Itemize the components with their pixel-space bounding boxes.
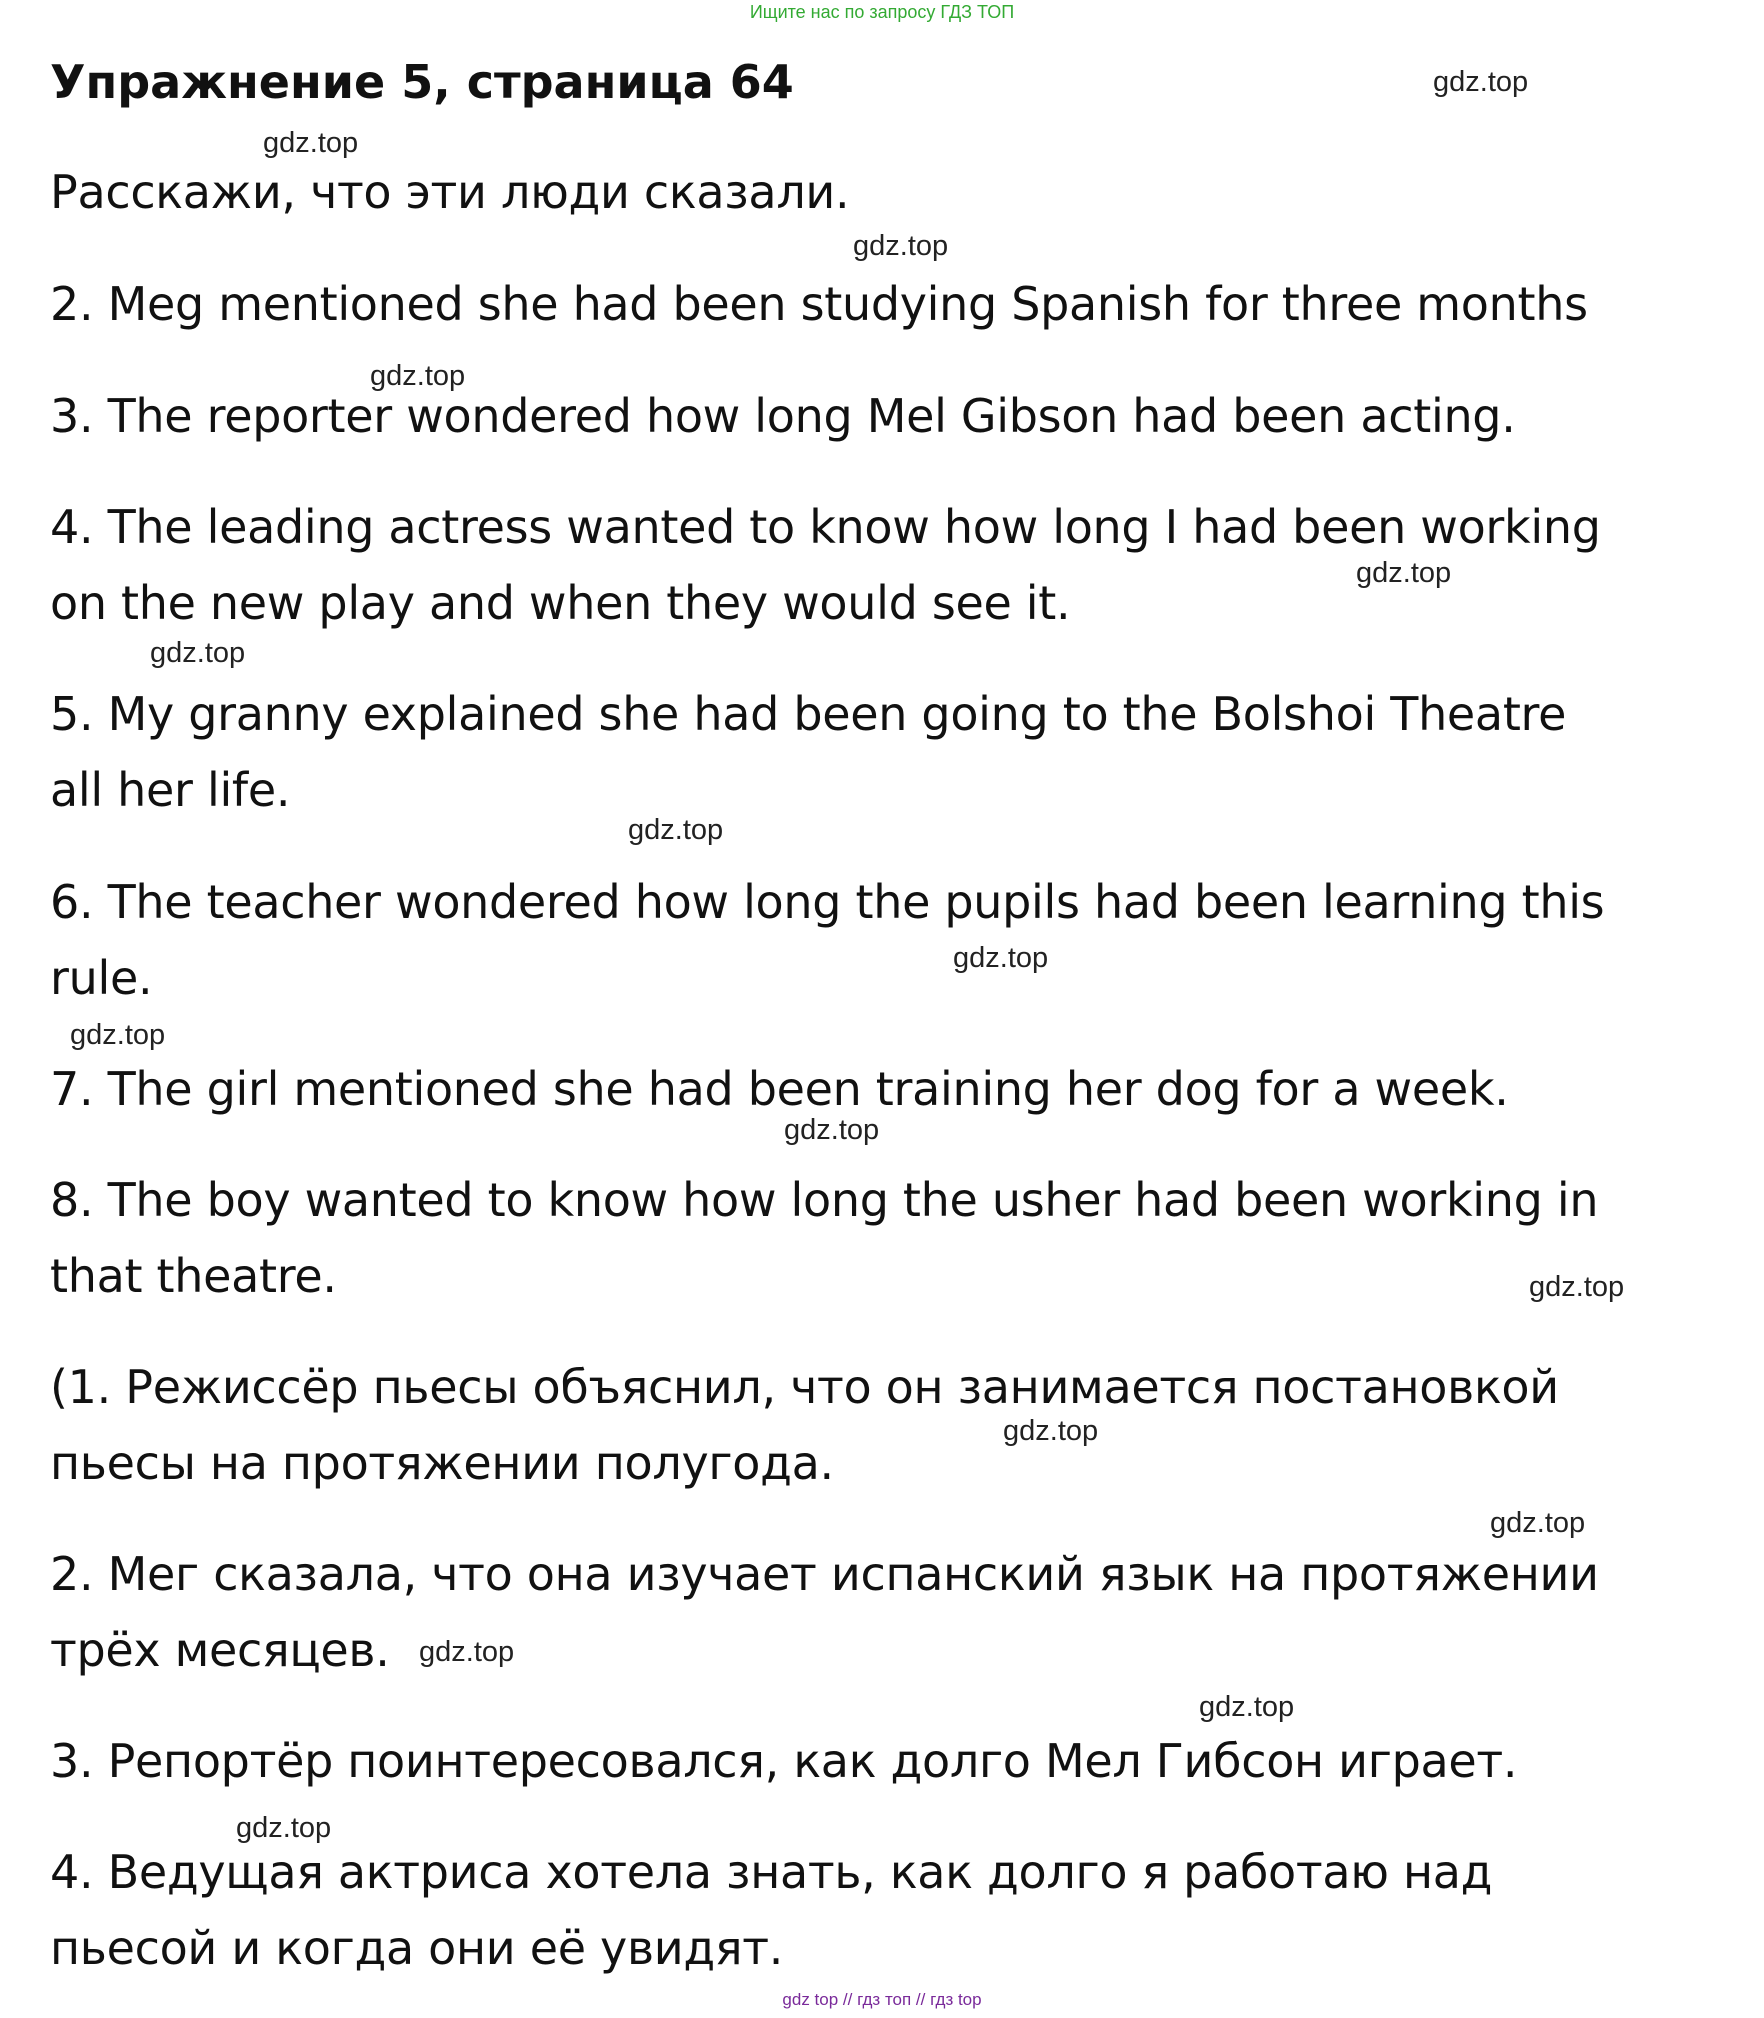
watermark: gdz.top [1529,1271,1625,1303]
watermark: gdz.top [1433,66,1529,98]
text-line-english-5a: 5. My granny explained she had been going to the Bolshoi Theatre [50,687,1567,741]
text-line-russian-2b: трёх месяцев. [50,1623,390,1677]
text-line-english-2a: 2. Meg mentioned she had been studying Spanish for three months [50,277,1588,331]
watermark: gdz.top [150,637,246,669]
text-line-english-5b: all her life. [50,763,291,817]
text-line-english-8a: 8. The boy wanted to know how long the usher had been working in [50,1173,1599,1227]
text-line-english-3: 3. The reporter wondered how long Mel Gibson had been acting. [50,389,1516,443]
watermark: gdz.top [1199,1691,1295,1723]
text-line-russian-1b: пьесы на протяжении полугода. [50,1436,834,1490]
page-title: Упражнение 5, страница 64 [50,55,794,109]
watermark: gdz.top [853,230,949,262]
task-instruction: Расскажи, что эти люди сказали. [50,165,850,219]
text-line-russian-2a: 2. Мег сказала, что она изучает испанский язык на протяжении [50,1547,1599,1601]
watermark: gdz.top [236,1812,332,1844]
watermark: gdz.top [1356,557,1452,589]
text-line-russian-1a: (1. Режиссёр пьесы объяснил, что он занимается постановкой [50,1360,1559,1414]
top-banner: Ищите нас по запросу ГДЗ ТОП [749,2,1015,22]
text-line-english-7: 7. The girl mentioned she had been training her dog for a week. [50,1062,1509,1116]
text-line-english-6a: 6. The teacher wondered how long the pupils had been learning this [50,875,1605,929]
watermark: gdz.top [953,942,1049,974]
watermark: gdz.top [1490,1507,1586,1539]
footer-links: gdz top // гдз топ // гдз top [782,1990,982,2009]
watermark: gdz.top [1003,1415,1099,1447]
watermark: gdz.top [263,127,359,159]
text-line-english-4b: on the new play and when they would see it. [50,576,1071,630]
text-line-english-6b: rule. [50,951,153,1005]
watermark: gdz.top [419,1636,515,1668]
text-line-english-8b: that theatre. [50,1249,337,1303]
watermark: gdz.top [70,1019,166,1051]
text-line-russian-4b: пьесой и когда они её увидят. [50,1921,784,1975]
watermark: gdz.top [784,1114,880,1146]
text-line-russian-3: 3. Репортёр поинтересовался, как долго Мел Гибсон играет. [50,1734,1518,1788]
text-line-english-4a: 4. The leading actress wanted to know how long I had been working [50,500,1601,554]
text-line-russian-4a: 4. Ведущая актриса хотела знать, как долго я работаю над [50,1845,1493,1899]
watermark: gdz.top [628,814,724,846]
watermark: gdz.top [370,360,466,392]
